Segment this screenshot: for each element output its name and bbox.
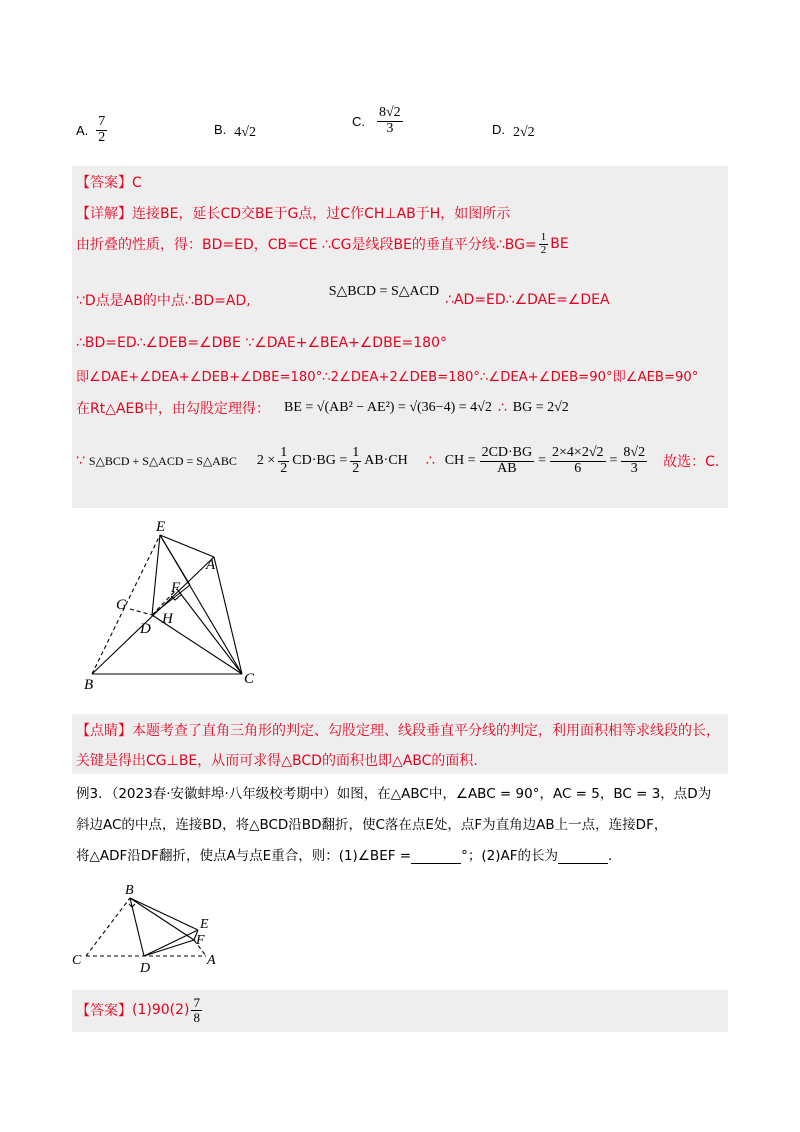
blank-2[interactable] (558, 851, 608, 864)
figure-1 (72, 517, 266, 705)
example3-line-3: 将△ADF沿DF翻折，使点A与点E重合，则：(1)∠BEF = °；(2)AF的长为 . (76, 848, 613, 864)
explanation-line-1: 【详解】连接BE，延长CD交BE于G点，过C作CH⊥AB于H，如图所示 (76, 206, 511, 222)
explanation-tag: 【详解】 (76, 206, 132, 222)
option-b-value: 4√2 (234, 125, 256, 140)
line2-fraction: $\frac{1}{2}$ (540, 231, 547, 256)
fig2-label-c: C (72, 953, 82, 968)
review-line-1: 【点睛】本题考查了直角三角形的判定、勾股定理、线段垂直平分线的判定，利用面积相等求线段的长， (76, 723, 720, 739)
option-a-label: A. (76, 122, 89, 138)
figure-2 (72, 878, 232, 978)
option-c-label: C. (352, 113, 365, 129)
example3-line-2: 斜边AC的中点，连接BD，将△BCD沿BD翻折，使C落在点E处，点F为直角边AB上一点，连接DF， (76, 817, 668, 833)
option-d-label: D. (492, 121, 505, 137)
fig2-label-b: B (125, 883, 134, 898)
answer2-value: (1)90(2) (132, 1002, 190, 1019)
fig1-label-b: B (84, 677, 94, 693)
answer-tag: 【答案】 (76, 175, 132, 191)
line7-formula-1: S△BCD + S△ACD = S△ABC (88, 453, 237, 468)
answer2-fraction: $\frac{7}{8}$ (193, 995, 200, 1025)
review-tag: 【点睛】 (76, 723, 132, 739)
fig2-label-f: F (196, 933, 205, 948)
explanation-line-3: ∵D点是AB的中点∴BD=AD, S△BCD = S△ACD ∴AD=ED∴∠DAE=∠DEA (76, 283, 610, 309)
fig1-label-g: G (116, 597, 127, 613)
explanation-line-2: 由折叠的性质，得：BD=ED，CB=CE ∴CG是线段BE的垂直平分线∴BG= $\frac{1}{2}$ BE (76, 231, 569, 256)
fig1-label-e: E (156, 519, 166, 535)
fig1-label-h: H (162, 611, 173, 627)
line7-formula-2a: 2 × (256, 453, 276, 469)
option-b-label: B. (214, 121, 227, 137)
fig1-label-f: F (171, 580, 181, 596)
answer-value: C (132, 175, 142, 191)
option-c-fraction: $\frac{8√2}{3}$ (379, 104, 401, 136)
fig2-label-a: A (207, 953, 216, 968)
fig2-label-d: D (140, 961, 151, 976)
figure-2-svg (72, 878, 232, 978)
explanation-line-5: 即∠DAE+∠DEA+∠DEB+∠DBE=180°∴2∠DEA+2∠DEB=180°∴∠DEA+∠DEB=90°即∠AEB=90° (76, 370, 699, 385)
fig1-label-c: C (244, 671, 255, 687)
explanation-line-6: 在Rt△AEB中，由勾股定理得： BE = √(AB² − AE²) = √(36−4) = 4√2 ∴ BG = 2√2 (76, 400, 569, 417)
option-a-fraction: $\frac{7}{2}$ (98, 113, 106, 145)
answer-line (76, 172, 142, 192)
option-a (76, 110, 107, 150)
fig1-label-d: D (140, 621, 151, 637)
line6-formula-2: BG = 2√2 (512, 400, 569, 415)
fig2-label-e: E (200, 917, 209, 932)
option-d-value: 2√2 (513, 125, 535, 140)
option-b (214, 117, 256, 141)
blank-1[interactable] (411, 851, 461, 864)
option-d (492, 117, 535, 141)
answer2-tag: 【答案】 (76, 1003, 132, 1020)
explanation-line-7: ∵ S△BCD + S△ACD = S△ABC 2 × $\frac{1}{2}$ CD·BG = $\frac{1}{2}$ AB·CH ∴ CH = $\frac{2CD\cdot BG}{AB}$ = $\frac{2\times 4\times 2√2}{6}$ = $\frac{8√2}{3}$ 故选：C. (76, 445, 720, 476)
option-c (352, 98, 403, 144)
figure-1-svg (72, 517, 266, 705)
example3-line-1: 例3．（2023春·安徽蚌埠·八年级校考期中）如图，在△ABC中，∠ABC = 90°，AC = 5，BC = 3，点D为 (76, 786, 712, 802)
line3-formula: S△BCD = S△ACD (328, 283, 440, 299)
answer2-line (76, 996, 202, 1024)
review-line-2: 关键是得出CG⊥BE，从而可求得△BCD的面积也即△ABC的面积. (76, 753, 478, 769)
line6-formula: BE = √(AB² − AE²) = √(36−4) = 4√2 (284, 400, 492, 415)
fig1-label-a: A (206, 557, 216, 573)
explanation-line-4: ∴BD=ED∴∠DEB=∠DBE ∵∠DAE+∠BEA+∠DBE=180° (76, 335, 447, 351)
